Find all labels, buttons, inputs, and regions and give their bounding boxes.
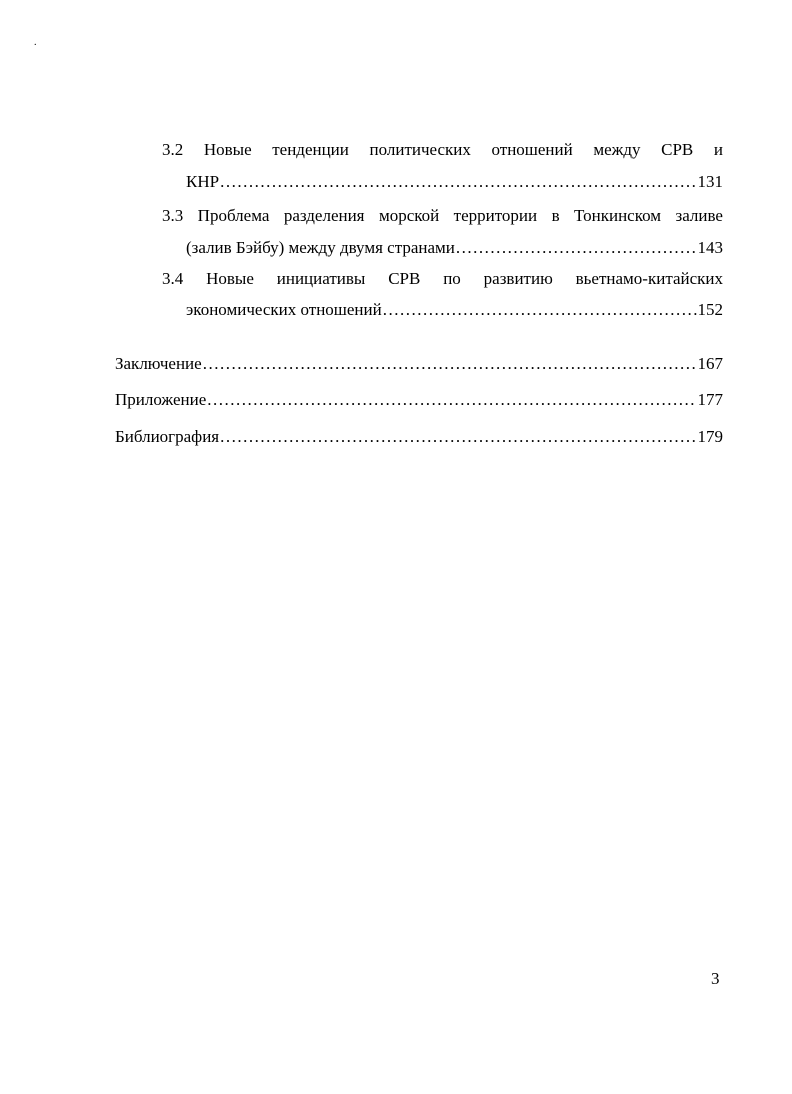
toc-word: 3.2: [162, 140, 184, 159]
toc-word: отношений: [491, 140, 573, 159]
toc-entry-text: Заключение: [115, 354, 202, 373]
toc-word: Новые: [203, 140, 252, 159]
toc-page-number: 131: [697, 172, 723, 191]
toc-page-number: 167: [697, 354, 723, 373]
dot-leader: [456, 238, 697, 258]
dot-leader: [220, 172, 696, 192]
toc-word: по: [443, 269, 461, 288]
toc-entry-text: КНР: [186, 172, 220, 191]
toc-entry-text: Библиография: [115, 427, 220, 446]
toc-word: заливе: [675, 206, 723, 225]
toc-entry-text: Приложение: [115, 390, 207, 409]
toc-entry-text: (залив Бэйбу) между двумя странами: [186, 238, 455, 257]
toc-item-3-3-line1: [162, 206, 723, 226]
toc-word: тенденции: [272, 140, 349, 159]
toc-word: инициативы: [276, 269, 366, 288]
toc-word: СРВ: [661, 140, 694, 159]
toc-word: и: [713, 140, 723, 159]
dot-leader: [207, 390, 696, 410]
toc-item-bibliography: [115, 427, 723, 447]
toc-item-3-2-line1: [162, 140, 723, 160]
toc-page-number: 179: [697, 427, 723, 446]
toc-word: Проблема: [197, 206, 270, 225]
toc-word: 3.4: [162, 269, 184, 288]
toc-page-number: 152: [697, 300, 723, 319]
toc-item-3-2-line2: [186, 172, 723, 192]
toc-item-appendix: [115, 390, 723, 410]
dot-leader: [383, 300, 697, 320]
toc-word: политических: [369, 140, 471, 159]
toc-item-conclusion: [115, 354, 723, 374]
toc-word: в: [551, 206, 560, 225]
toc-word: Тонкинском: [574, 206, 662, 225]
toc-word: 3.3: [162, 206, 184, 225]
toc-word: вьетнамо-китайских: [575, 269, 723, 288]
toc-word: Новые: [206, 269, 254, 288]
toc-word: разделения: [283, 206, 365, 225]
toc-word: между: [593, 140, 641, 159]
toc-page-number: 177: [697, 390, 723, 409]
toc-item-3-4-line1: [162, 269, 723, 289]
toc-item-3-4-line2: [186, 300, 723, 320]
scan-speck: .: [34, 37, 37, 48]
toc-word: территории: [453, 206, 538, 225]
toc-word: СРВ: [388, 269, 421, 288]
page-number: 3: [711, 969, 720, 988]
toc-word: морской: [378, 206, 440, 225]
toc-entry-text: экономических отношений: [186, 300, 382, 319]
toc-page-number: 143: [697, 238, 723, 257]
toc-word: развитию: [483, 269, 553, 288]
toc-item-3-3-line2: [186, 238, 723, 258]
dot-leader: [203, 354, 697, 374]
dot-leader: [220, 427, 696, 447]
